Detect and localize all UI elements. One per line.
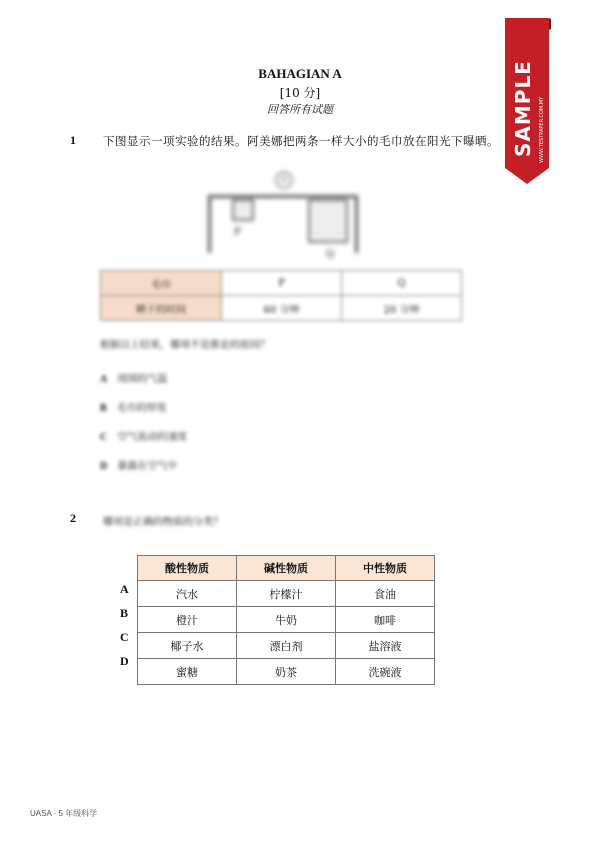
substance-table [137, 555, 435, 685]
table-cell: 60 分钟 [222, 296, 342, 321]
question-1-number: 1 [70, 133, 76, 147]
table-cell: 椰子水 [138, 633, 237, 659]
table-cell: 晒干的时间 [101, 296, 222, 321]
table-row [138, 607, 435, 633]
question-2-text: 哪项是正确的物质的分类？ [103, 517, 223, 528]
row-label-b: B [120, 606, 129, 620]
option-d: D 暴露在空气中 [100, 461, 178, 472]
table-cell: 汽水 [138, 581, 237, 607]
table-cell: P [222, 271, 342, 296]
table-cell: 毛巾 [101, 271, 222, 296]
option-c: C 空气流动的速度 [100, 432, 188, 443]
table-cell: 漂白剂 [237, 633, 336, 659]
question-1-text: 下图显示一项实验的结果。阿美娜把两条一样大小的毛巾放在阳光下曝晒。 [103, 134, 499, 148]
header-neutral: 中性物质 [336, 556, 435, 581]
table-cell: 咖啡 [336, 607, 435, 633]
table-cell: 盐溶液 [336, 633, 435, 659]
table-row [138, 581, 435, 607]
question-2-number: 2 [70, 511, 76, 525]
towel-q [308, 199, 348, 243]
page-footer: UASA · 5 年级科学 [30, 809, 98, 818]
table-cell: 洗碗液 [336, 659, 435, 685]
table-cell: 蜜糖 [138, 659, 237, 685]
header-acid: 酸性物质 [138, 556, 237, 581]
question-1-prompt: 根据以上结果，哪项不是推论的原因？ [100, 340, 270, 351]
row-label-a: A [120, 582, 129, 596]
table-cell: 奶茶 [237, 659, 336, 685]
table-cell: 牛奶 [237, 607, 336, 633]
section-title: BAHAGIAN A [258, 66, 342, 81]
row-label-c: C [120, 630, 129, 644]
table-row [138, 633, 435, 659]
table-cell: Q [342, 271, 462, 296]
table-row [138, 659, 435, 685]
table-cell: 柠檬汁 [237, 581, 336, 607]
sun-icon: 日 [275, 171, 293, 189]
table-cell: 食油 [336, 581, 435, 607]
option-a: A 周围的气温 [100, 374, 168, 385]
sample-ribbon [503, 18, 551, 184]
experiment-figure [200, 165, 370, 265]
ribbon-url-text: WWW.TESTPAPER.COM.MY [539, 96, 545, 163]
section-instruction: 回答所有试题 [267, 103, 333, 116]
table-cell: 橙汁 [138, 607, 237, 633]
towel-p [232, 199, 254, 221]
row-label-d: D [120, 654, 129, 668]
label-q: Q [326, 249, 335, 260]
option-b: B 毛巾的厚度 [100, 403, 167, 414]
table-cell: 20 分钟 [342, 296, 462, 321]
ribbon-sample-text: SAMPLE [511, 60, 535, 157]
header-alkali: 碱性物质 [237, 556, 336, 581]
drying-time-table [100, 270, 462, 321]
section-marks: [10 分] [279, 86, 321, 100]
label-p: P [234, 227, 241, 238]
